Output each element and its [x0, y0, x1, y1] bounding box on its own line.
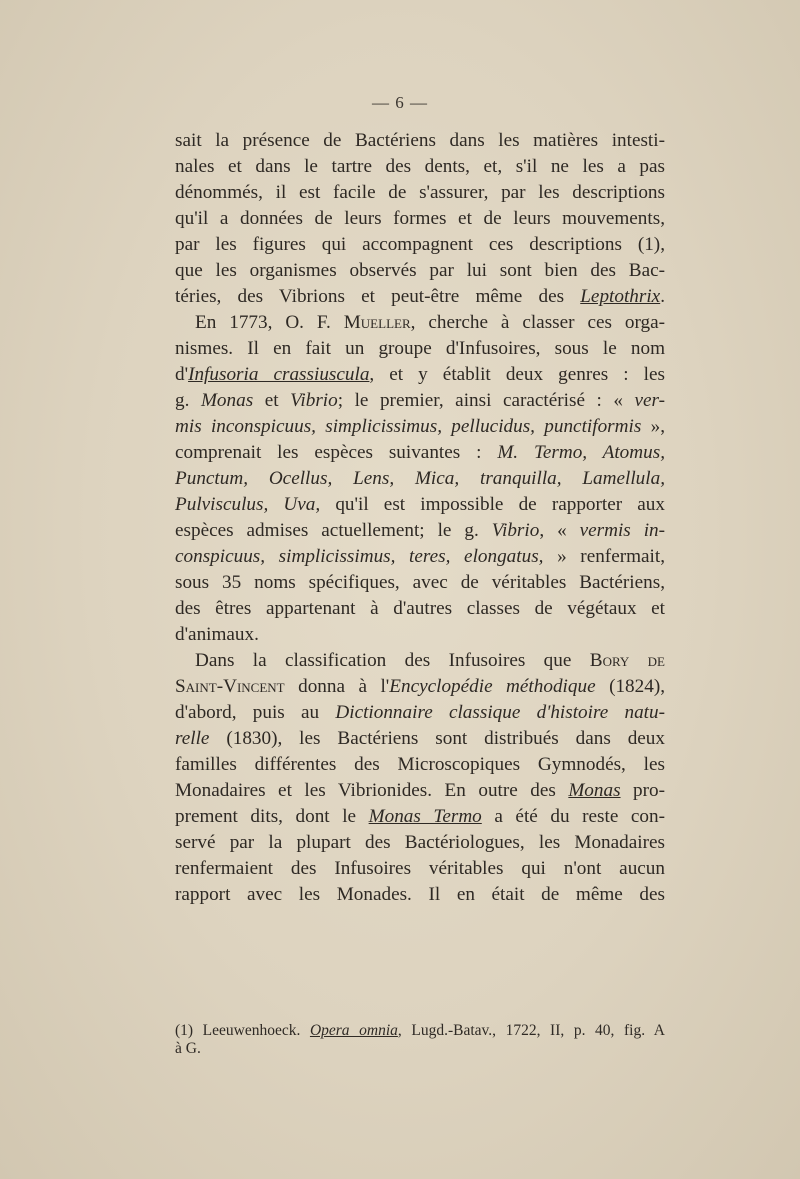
text-run: (1830), les Bactériens sont distribués dans deux: [209, 728, 665, 749]
text-line: [175, 726, 665, 752]
text-run: prement dits, dont le: [175, 806, 369, 827]
small-caps-name: Saint-Vincent: [175, 676, 285, 697]
text-line: [175, 414, 665, 440]
text-run: » renfermait,: [543, 546, 666, 567]
body-text: [175, 128, 665, 908]
underlined-italic-run: Opera omnia: [309, 1022, 398, 1039]
page-number: — 6 —: [372, 93, 428, 112]
text-line: [175, 570, 665, 596]
text-line: [175, 752, 665, 778]
text-run: rapport avec les Monades. Il en était de même des: [175, 884, 665, 905]
text-line: [175, 310, 665, 336]
text-line: [175, 882, 665, 908]
text-run: (1824),: [595, 676, 666, 697]
italic-run: vermis in-: [579, 520, 666, 541]
italic-run: M. Termo, Atomus,: [497, 442, 665, 463]
text-line: [175, 804, 665, 830]
text-run: .: [660, 286, 665, 307]
text-run: qu'il a données de leurs formes et de leurs mouvements,: [175, 208, 665, 229]
footnote-line: [175, 1022, 665, 1040]
text-line: [175, 700, 665, 726]
text-run: sous 35 noms spécifiques, avec de véritables Bactériens,: [175, 572, 665, 593]
text-line: [175, 258, 665, 284]
text-line: [175, 466, 665, 492]
footnote-line: [175, 1040, 665, 1058]
text-line: [175, 336, 665, 362]
text-line: [175, 778, 665, 804]
text-line: [175, 830, 665, 856]
text-run: dénommés, il est facile de s'assurer, par les descriptions: [175, 182, 665, 203]
underlined-italic-run: Monas Termo: [368, 806, 482, 827]
text-run: Dans la classification des Infusoires que: [195, 650, 590, 671]
italic-run: Vibrio: [290, 390, 338, 411]
text-line: [175, 544, 665, 570]
text-run: et: [253, 390, 291, 411]
text-line: [175, 856, 665, 882]
text-run: ; le premier, ainsi caractérisé : «: [337, 390, 635, 411]
text-run: (1) Leeuwenhoeck.: [175, 1022, 310, 1039]
text-run: , cherche à classer ces orga-: [410, 312, 665, 333]
underlined-italic-run: Infusoria crassiuscula: [188, 364, 370, 385]
text-run: pro-: [620, 780, 666, 801]
footnote: [175, 1022, 665, 1058]
text-run: g.: [175, 390, 201, 411]
text-run: , et y établit deux genres : les: [369, 364, 665, 385]
text-run: comprenait les espèces suivantes :: [175, 442, 498, 463]
text-run: espèces admises actuellement; le g.: [175, 520, 492, 541]
italic-run: ver-: [634, 390, 666, 411]
text-line: [175, 440, 665, 466]
text-run: nales et dans le tartre des dents, et, s'il ne les a pas: [175, 156, 665, 177]
text-line: [175, 492, 665, 518]
text-line: [175, 206, 665, 232]
italic-run: relle: [175, 728, 210, 749]
text-run: des êtres appartenant à d'autres classes de végétaux et: [175, 598, 665, 619]
small-caps-name: Mueller: [343, 312, 411, 333]
text-line: [175, 128, 665, 154]
text-run: »,: [641, 416, 665, 437]
italic-run: Pulvisculus, Uva,: [175, 494, 321, 515]
text-run: d'animaux.: [175, 624, 259, 645]
italic-run: Punctum, Ocellus, Lens, Mica, tranquilla, Lamellula,: [175, 468, 665, 489]
text-run: à G.: [175, 1040, 201, 1057]
small-caps-name: Bory de: [589, 650, 665, 671]
text-run: sait la présence de Bactériens dans les matières intesti-: [175, 130, 665, 151]
text-run: donna à l': [284, 676, 390, 697]
italic-run: conspicuus, simplicissimus, teres, elongatus,: [175, 546, 544, 567]
italic-run: Monas: [200, 390, 254, 411]
italic-run: Encyclopédie méthodique: [389, 676, 596, 697]
text-line: [175, 232, 665, 258]
text-run: , «: [539, 520, 580, 541]
text-line: [175, 180, 665, 206]
text-line: [175, 518, 665, 544]
text-line: [175, 674, 665, 700]
underlined-italic-run: Leptothrix: [580, 286, 661, 307]
text-run: En 1773, O. F.: [195, 312, 344, 333]
text-run: servé par la plupart des Bactériologues, les Monadaires: [175, 832, 665, 853]
text-run: d'abord, puis au: [175, 702, 336, 723]
text-line: [175, 648, 665, 674]
text-run: téries, des Vibrions et peut-être même des: [175, 286, 581, 307]
italic-run: Vibrio: [491, 520, 540, 541]
text-run: qu'il est impossible de rapporter aux: [320, 494, 665, 515]
text-run: a été du reste con-: [481, 806, 665, 827]
text-run: nismes. Il en fait un groupe d'Infusoires, sous le nom: [175, 338, 665, 359]
text-run: , Lugd.-Batav., 1722, II, p. 40, fig. A: [397, 1022, 666, 1039]
text-run: familles différentes des Microscopiques Gymnodés, les: [175, 754, 665, 775]
text-run: Monadaires et les Vibrionides. En outre des: [175, 780, 569, 801]
text-line: [175, 362, 665, 388]
text-line: [175, 388, 665, 414]
text-run: d': [175, 364, 189, 385]
text-line: [175, 284, 665, 310]
italic-run: mis inconspicuus, simplicissimus, pellucidus, punctiformis: [175, 416, 642, 437]
text-run: par les figures qui accompagnent ces descriptions (1),: [175, 234, 665, 255]
text-line: [175, 622, 665, 648]
underlined-italic-run: Monas: [568, 780, 621, 801]
text-run: que les organismes observés par lui sont bien des Bac-: [175, 260, 665, 281]
text-run: renfermaient des Infusoires véritables qui n'ont aucun: [175, 858, 665, 879]
text-line: [175, 596, 665, 622]
italic-run: Dictionnaire classique d'histoire natu-: [335, 702, 665, 723]
text-line: [175, 154, 665, 180]
